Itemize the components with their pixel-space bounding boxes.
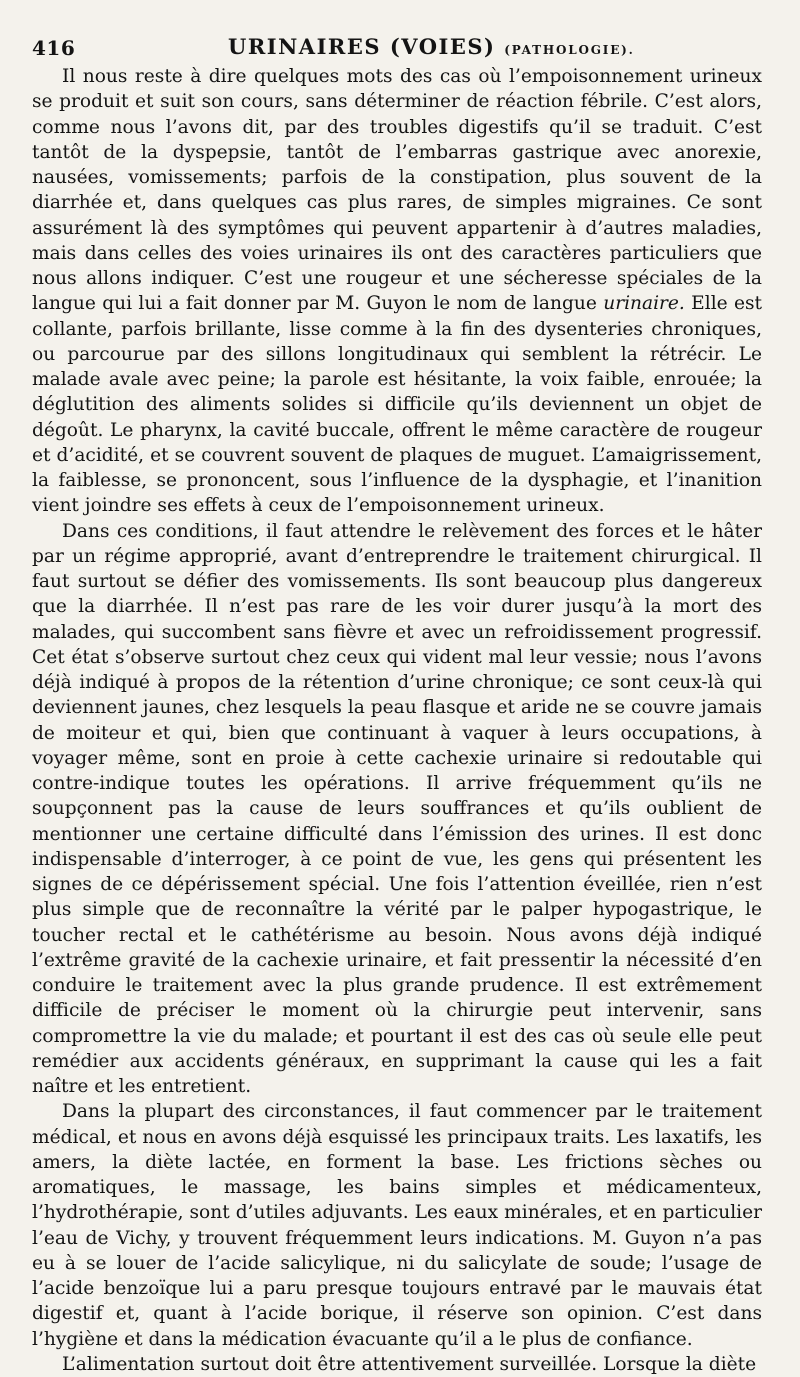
header-title-main: URINAIRES (VOIES) (228, 34, 496, 59)
running-head (32, 28, 762, 58)
paragraph-1-text-a: Il nous reste à dire quelques mots des cas où l’empoisonnement urineux se produit et suit son cours, sans déterminer de réaction fébrile. C’est alors, comme nous l’avons dit, par des troubles digestifs qu’il se traduit. C’est tantôt de la dyspepsie, tantôt de l’embarras gastrique avec anorexie, nausées, vomissements; parfois de la constipation, plus souvent de la diarrhée et, dans quelques cas plus rares, de simples migraines. Ce sont assurément là des symptômes qui peuvent appartenir à d’autres maladies, mais dans celles des voies urinaires ils ont des caractères particuliers que nous allons indiquer. C’est une rougeur et une sécheresse spéciales de la langue qui lui a fait donner par M. Guyon le nom de langue (32, 66, 762, 315)
paragraph-1-emphasis: urinaire. (603, 293, 685, 315)
header-title (228, 34, 635, 59)
paragraph-3: Dans la plupart des circonstances, il faut commencer par le traitement médical, et nous en avons déjà esquissé les principaux traits. Les laxatifs, les amers, la diète lactée, en forment la base. Les frictions sèches ou aromatiques, le massage, les bains simples et médicamenteux, l’hydrothérapie, sont d’utiles adjuvants. Les eaux minérales, et en particulier l’eau de Vichy, y trouvent fréquemment leurs indications. M. Guyon n’a pas eu à se louer de l’acide salicylique, ni du salicylate de soude; l’usage de l’acide benzoïque lui a paru presque toujours entravé par le mauvais état digestif et, quant à l’acide borique, il réserve son opinion. C’est dans l’hygiène et dans la médication évacuante qu’il a le plus de confiance. (32, 1101, 762, 1350)
paragraph-2: Dans ces conditions, il faut attendre le relèvement des forces et le hâter par un régime approprié, avant d’entreprendre le traitement chirurgical. Il faut surtout se défier des vomissements. Ils sont beaucoup plus dangereux que la diarrhée. Il n’est pas rare de les voir durer jusqu’à la mort des malades, qui succombent sans fièvre et avec un refroidissement progressif. Cet état s’observe surtout chez ceux qui vident mal leur vessie; nous l’avons déjà indiqué à propos de la rétention d’urine chronique; ce sont ceux-là qui deviennent jaunes, chez lesquels la peau flasque et aride ne se couvre jamais de moiteur et qui, bien que continuant à vaquer à leurs occupations, à voyager même, sont en proie à cette cachexie urinaire si redoutable qui contre-indique toutes les opérations. Il arrive fréquemment qu’ils ne soupçonnent pas la cause de leurs souffrances et qu’ils oublient de mentionner une certaine difficulté dans l’émission des urines. Il est donc indispensable d’interroger, à ce point de vue, les gens qui présentent les signes de ce dépérissement spécial. Une fois l’attention éveillée, rien n’est plus simple que de reconnaître la vérité par le palper hypogastrique, le toucher rectal et le cathétérisme au besoin. Nous avons déjà indiqué l’extrême gravité de la cachexie urinaire, et fait pressentir la nécessité d’en conduire le traitement avec la plus grande prudence. Il est extrêmement difficile de préciser le moment où la chirurgie peut intervenir, sans compromettre la vie du malade; et pourtant il est des cas où seule elle peut remédier aux accidents généraux, en supprimant la cause qui les a fait naître et les entretient. (32, 520, 762, 1097)
paragraph-1 (32, 64, 762, 519)
header-section: (PATHOLOGIE). (504, 43, 635, 57)
paragraph-1-text-b: Elle est collante, parfois brillante, lisse comme à la fin des dysenteries chroniques, ou parcourue par des sillons longitudinaux qui semblent la rétrécir. Le malade avale avec peine; la parole est hésitante, la voix faible, enrouée; la déglutition des aliments solides si difficile qu’ils deviennent un objet de dégoût. Le pharynx, la cavité buccale, offrent le même caractère de rougeur et d’acidité, et se couvrent souvent de plaques de muguet. L’amaigrissement, la faiblesse, se prononcent, sous l’influence de la dysphagie, et l’inanition vient joindre ses effets à ceux de l’empoisonnement urineux. (32, 293, 763, 517)
page-number: 416 (32, 36, 76, 60)
paragraph-4: L’alimentation surtout doit être attentivement surveillée. Lorsque la diète (62, 1353, 757, 1375)
